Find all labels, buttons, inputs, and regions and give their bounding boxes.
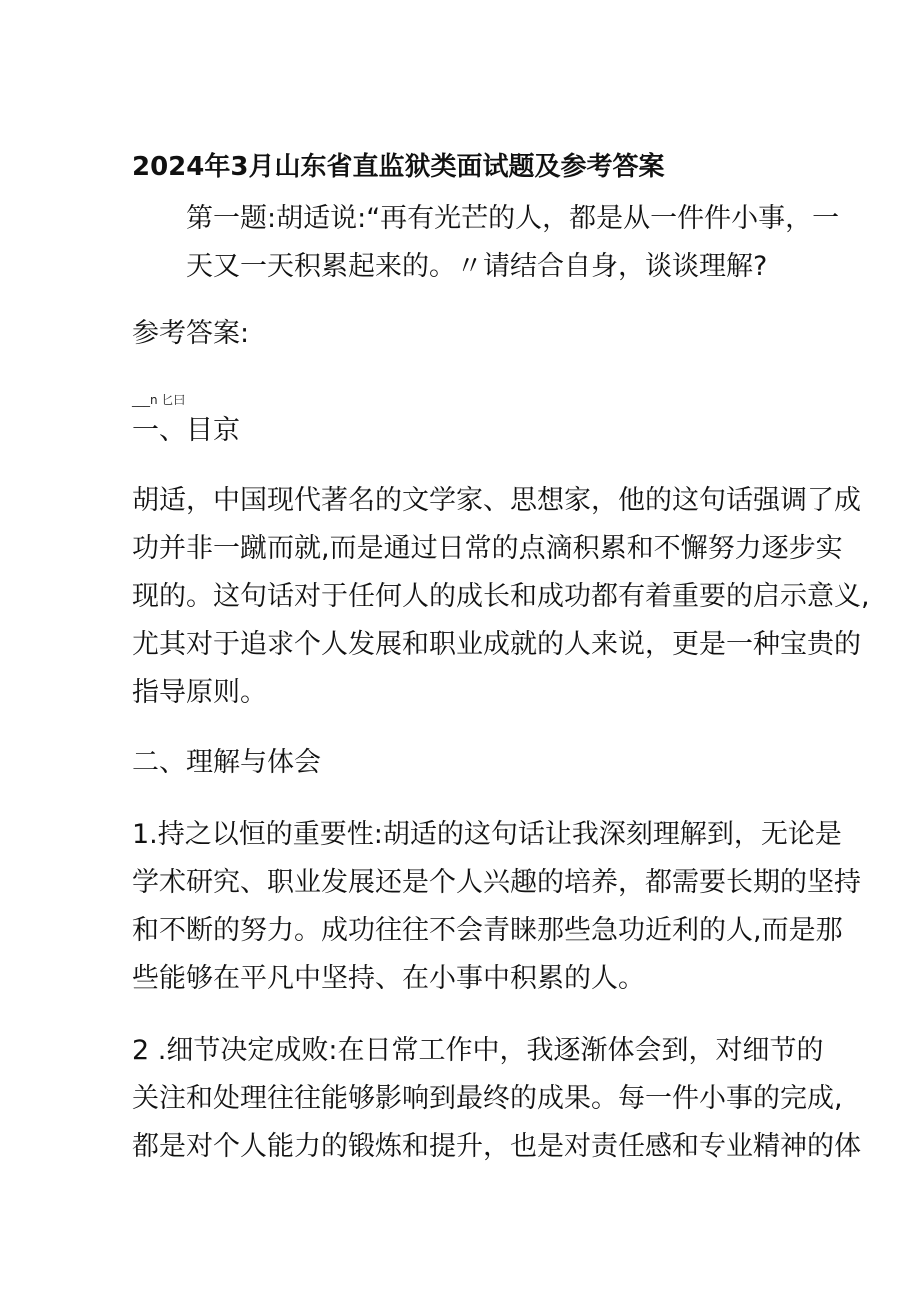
section1-line-5: 指导原则。 [132, 677, 267, 708]
document-title: 2024年3月山东省直监狱类面试题及参考答案 [132, 152, 665, 182]
point2-line-3: 都是对个人能力的锻炼和提升，也是对责任感和专业精神的体 [132, 1131, 861, 1162]
section1-line-2: 功并非一蹴而就,而是通过日常的点滴积累和不懈努力逐步实 [132, 533, 843, 564]
point1-line-1: 1.持之以恒的重要性:胡适的这句话让我深刻理解到，无论是 [132, 819, 842, 850]
point1-line-4: 些能够在平凡中坚持、在小事中积累的人。 [132, 963, 645, 994]
question-line-2: 天又一天积累起来的。〃请结合自身，谈谈理解? [186, 251, 768, 282]
point2-line-1: 2 .细节决定成败:在日常工作中，我逐渐体会到，对细节的 [132, 1035, 824, 1066]
section1-heading: 一、目京 [132, 415, 240, 446]
point1-line-2: 学术研究、职业发展还是个人兴趣的培养，都需要长期的坚持 [132, 867, 861, 898]
small-mark: ___n 匕曰 [132, 393, 186, 407]
section1-line-1: 胡适，中国现代著名的文学家、思想家，他的这句话强调了成 [132, 485, 861, 516]
section1-line-4: 尤其对于追求个人发展和职业成就的人来说，更是一种宝贵的 [132, 629, 861, 660]
section1-line-3: 现的。这句话对于任何人的成长和成功都有着重要的启示意义, [132, 581, 870, 612]
answer-label: 参考答案: [132, 318, 250, 349]
point1-line-3: 和不断的努力。成功往往不会青睐那些急功近利的人,而是那 [132, 915, 843, 946]
question-line-1: 第一题:胡适说:“再有光芒的人，都是从一件件小事，一 [186, 203, 840, 234]
point2-line-2: 关注和处理往往能够影响到最终的成果。每一件小事的完成, [132, 1083, 843, 1114]
section2-heading: 二、理解与体会 [132, 747, 321, 778]
